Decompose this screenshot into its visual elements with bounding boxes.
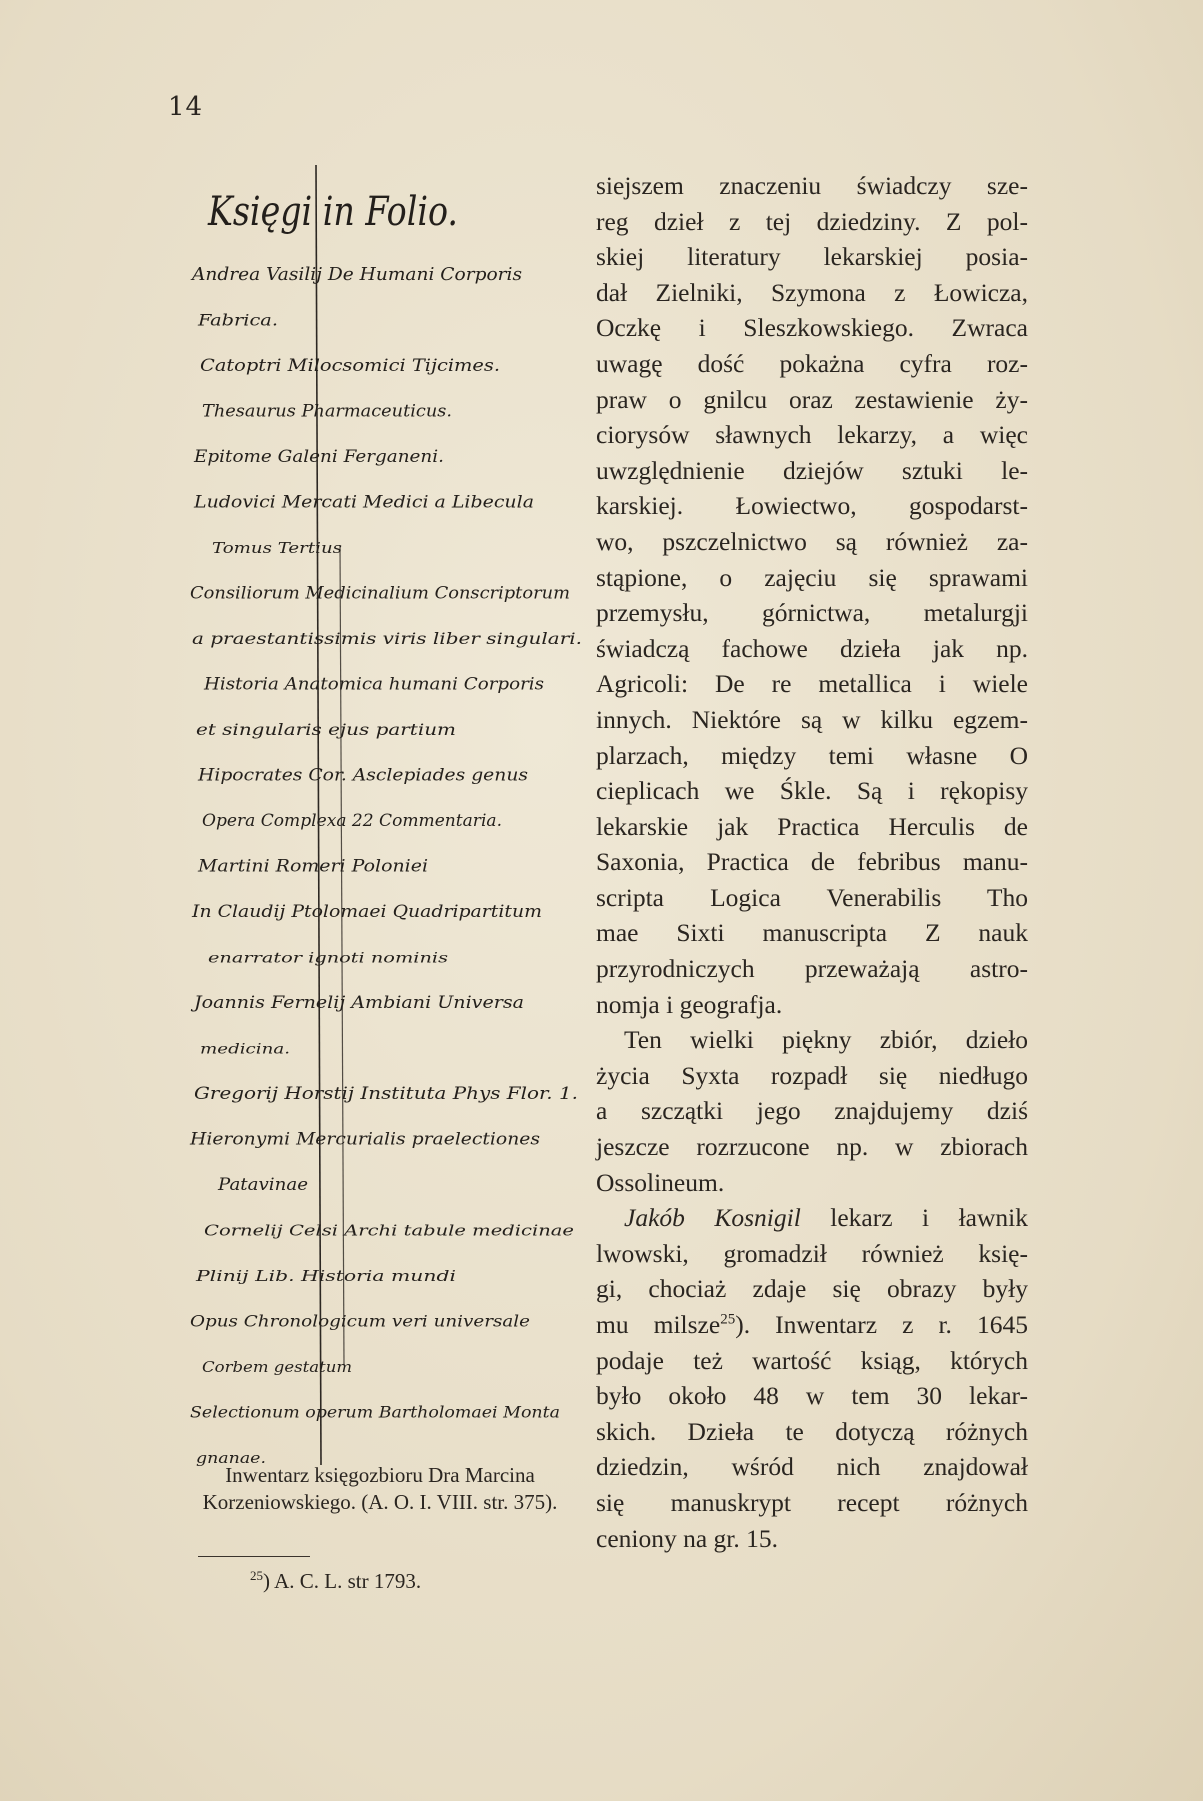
manuscript-entry: Ludovici Mercati Medici a Libecula xyxy=(192,492,534,513)
manuscript-entry: Hipocrates Cor. Asclepiades genus xyxy=(196,765,529,786)
text-line: wo, pszczelnictwo są również za- xyxy=(596,526,1028,556)
text-line xyxy=(596,1307,1028,1343)
manuscript-entry: Epitome Galeni Ferganeni. xyxy=(192,447,444,467)
text-line: plarzach, między temi własne O xyxy=(596,740,1028,770)
footnote xyxy=(250,1568,421,1594)
text-line: innych. Niektóre są w kilku egzem- xyxy=(596,704,1028,734)
manuscript-entry: Plinij Lib. Historia mundi xyxy=(194,1267,457,1285)
page-number: 14 xyxy=(168,92,204,122)
text-line: dziedzin, wśród nich znajdował xyxy=(596,1452,1028,1482)
text-line: cieplicach we Śkle. Są i rękopisy xyxy=(596,776,1028,806)
text-line: ceniony na gr. 15. xyxy=(596,1523,778,1553)
manuscript-entry: medicina. xyxy=(200,1041,290,1058)
body-text-column xyxy=(596,168,1028,1556)
manuscript-entry: Martini Romeri Poloniei xyxy=(196,856,428,877)
manuscript-entry: Fabrica. xyxy=(196,310,278,330)
text-line: dał Zielniki, Szymona z Łowicza, xyxy=(596,277,1028,307)
paragraph-2 xyxy=(596,1022,1028,1200)
manuscript-entry: Joannis Fernelij Ambiani Universa xyxy=(190,993,525,1013)
text-line: scripta Logica Venerabilis Tho xyxy=(596,882,1028,912)
text-line: życia Syxta rozpadł się niedługo xyxy=(596,1060,1028,1090)
text-line: stąpione, o zajęciu się sprawami xyxy=(596,562,1028,592)
text-line: siejszem znaczeniu świadczy sze- xyxy=(596,171,1028,200)
text-line: skich. Dzieła te dotyczą różnych xyxy=(596,1416,1028,1446)
text-line: Ossolineum. xyxy=(596,1167,725,1197)
text-line: uwzględnienie dziejów sztuki le- xyxy=(596,455,1028,485)
text-line: Ten wielki piękny zbiór, dzieło xyxy=(624,1025,1028,1055)
text-line: a szczątki jego znajdujemy dziś xyxy=(596,1096,1028,1126)
manuscript-entry: et singularis ejus partium xyxy=(196,720,456,739)
manuscript-entry: Opera Complexa 22 Commentaria. xyxy=(202,811,502,831)
manuscript-entry: Consiliorum Medicinalium Conscriptorum xyxy=(190,583,570,604)
text-span: lekarz i ławnik xyxy=(830,1203,1028,1233)
manuscript-entry: Hieronymi Mercurialis praelectiones xyxy=(188,1129,541,1150)
manuscript-entry: Thesaurus Pharmaceuticus. xyxy=(202,401,452,422)
text-line: praw o gnilcu oraz zestawienie ży- xyxy=(596,384,1028,414)
manuscript-entry: Cornelij Celsi Archi tabule medicinae xyxy=(204,1221,575,1240)
text-line: nomja i geografja. xyxy=(596,989,783,1019)
text-line: było około 48 w tem 30 lekar- xyxy=(596,1381,1028,1411)
text-line: przyrodniczych przeważają astro- xyxy=(596,954,1028,984)
person-name: Jakób Kosnigil xyxy=(624,1203,801,1233)
footnote-divider xyxy=(198,1556,310,1557)
text-line: podaje też wartość ksiąg, których xyxy=(596,1345,1028,1375)
text-line: gi, chociaż zdaje się obrazy były xyxy=(596,1274,1028,1304)
manuscript-entry: Księgi in Folio. xyxy=(207,189,458,235)
text-line: mae Sixti manuscripta Z nauk xyxy=(596,918,1028,948)
manuscript-image xyxy=(188,165,598,1470)
footnote-text: ) A. C. L. str 1793. xyxy=(263,1569,422,1593)
manuscript-entry: Catoptri Milocsomici Tijcimes. xyxy=(200,356,500,376)
text-line: lwowski, gromadził również księ- xyxy=(596,1238,1028,1268)
manuscript-entry: Corbem gestatum xyxy=(202,1358,352,1376)
text-line: Agricoli: De re metallica i wiele xyxy=(596,669,1028,699)
text-line: Saxonia, Practica de febribus manu- xyxy=(596,847,1028,877)
manuscript-entry: In Claudij Ptolomaei Quadripartitum xyxy=(190,902,542,922)
text-line xyxy=(596,1200,1028,1236)
footnote-reference: 25 xyxy=(720,1311,736,1328)
manuscript-entry: Patavinae xyxy=(216,1175,308,1195)
text-span: mu milsze xyxy=(596,1310,721,1339)
text-line: Oczkę i Sleszkowskiego. Zwraca xyxy=(596,313,1028,343)
text-line: uwagę dość pokażna cyfra roz- xyxy=(596,348,1028,378)
text-line: skiej literatury lekarskiej posia- xyxy=(596,242,1028,272)
manuscript-entry: Selectionum operum Bartholomaei Monta xyxy=(190,1402,560,1422)
text-line: przemysłu, górnictwa, metalurgji xyxy=(596,598,1028,628)
text-line: się manuskrypt recept różnych xyxy=(596,1487,1028,1517)
manuscript-entry: Gregorij Horstij Instituta Phys Flor. 1. xyxy=(194,1084,578,1104)
manuscript-entry: gnanae. xyxy=(196,1449,266,1467)
text-line: karskiej. Łowiectwo, gospodarst- xyxy=(596,491,1028,521)
manuscript-entry: enarrator ignoti nominis xyxy=(208,950,448,967)
manuscript-entry: Opus Chronologicum veri universale xyxy=(190,1311,530,1331)
figure-caption: Inwentarz księgozbioru Dra Marcina Korzeniowskiego. (A. O. I. VIII. str. 375). xyxy=(202,1463,558,1514)
manuscript-entry: Historia Anatomica humani Corporis xyxy=(202,674,545,695)
paragraph-1 xyxy=(596,168,1028,1022)
footnote-marker: 25 xyxy=(250,1568,263,1583)
manuscript-entry: a praestantissimis viris liber singulari. xyxy=(192,629,582,648)
text-line: jeszcze rozrzucone np. w zbiorach xyxy=(596,1132,1028,1162)
text-span: ). Inwentarz z r. 1645 xyxy=(735,1310,1028,1339)
text-line: lekarskie jak Practica Herculis de xyxy=(596,811,1028,841)
manuscript-entry: Andrea Vasilij De Humani Corporis xyxy=(189,264,523,285)
text-line: ciorysów sławnych lekarzy, a więc xyxy=(596,420,1028,450)
paragraph-3 xyxy=(596,1200,1028,1556)
text-line: reg dzieł z tej dziedziny. Z pol- xyxy=(596,206,1028,236)
manuscript-entry: Tomus Tertius xyxy=(212,539,343,557)
text-line: świadczą fachowe dzieła jak np. xyxy=(596,633,1028,663)
